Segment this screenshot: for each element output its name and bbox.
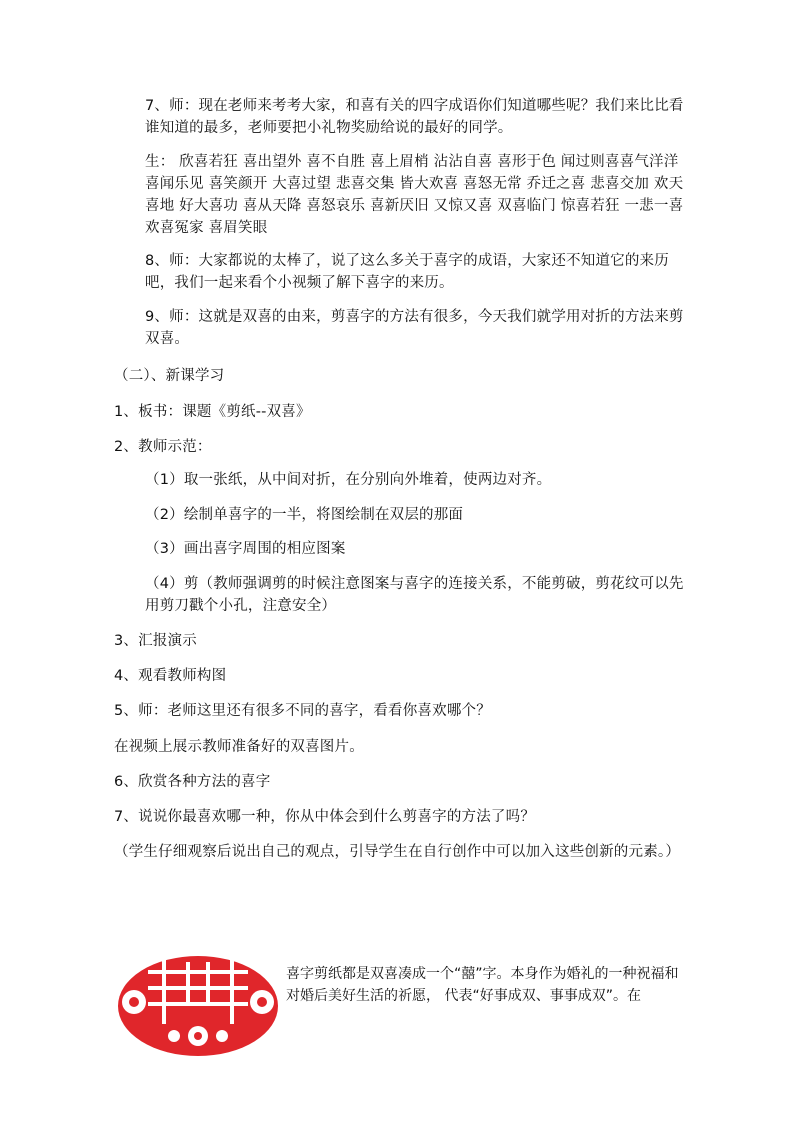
item-5-note: 在视频上展示教师准备好的双喜图片。 (114, 739, 364, 755)
step-3: （3）画出喜字周围的相应图案 (145, 541, 346, 557)
item-1: 1、板书：课题《剪纸--双喜》 (114, 404, 311, 420)
p8: 8、师：大家都说的太棒了，说了这么多关于喜字的成语，大家还不知道它的来历吧，我们一起来看个小视频了解下喜字的来历。 (145, 253, 669, 291)
item-7: 7、说说你最喜欢哪一种，你从中体会到什么剪喜字的方法了吗？ (114, 809, 536, 825)
section-heading: （二）、新课学习 (114, 368, 225, 384)
item-2: 2、教师示范： (114, 439, 212, 455)
student-answer: 生： 欣喜若狂 喜出望外 喜不自胜 喜上眉梢 沾沾自喜 喜形于色 闻过则喜喜气洋洋 喜闻乐见 喜笑颜开 大喜过望 悲喜交集 皆大欢喜 喜怒无常 乔迁之喜 悲喜交加 欢天喜地 好大喜功 喜从天降 喜怒哀乐 喜新厌旧 又惊又喜 双喜临门 惊喜若狂 一悲一喜 欢喜冤家 喜眉笑眼 (145, 154, 689, 236)
step-2: （2）绘制单喜字的一半，将图绘制在双层的那面 (145, 507, 464, 523)
double-happiness-papercut-icon (114, 940, 282, 1058)
item-4: 4、观看教师构图 (114, 668, 227, 684)
item-3: 3、汇报演示 (114, 633, 197, 649)
p7: 7、师：现在老师来考考大家，和喜有关的四字成语你们知道哪些呢？我们来比比看谁知道的最多，老师要把小礼物奖励给说的最好的同学。 (145, 98, 684, 136)
item-5: 5、师：老师这里还有很多不同的喜字，看看你喜欢哪个？ (114, 703, 491, 719)
item-6: 6、欣赏各种方法的喜字 (114, 774, 271, 790)
caption: 喜字剪纸都是双喜凑成一个“囍”字。本身作为婚礼的一种祝福和对婚后美好生活的祈愿， 代表“好事成双、事事成双”。在 (286, 966, 679, 1004)
step-4: （4）剪（教师强调剪的时候注意图案与喜字的连接关系，不能剪破，剪花纹可以先用剪刀戳个小孔，注意安全） (145, 576, 684, 614)
step-1: （1）取一张纸，从中间对折，在分别向外堆着，使两边对齐。 (145, 472, 552, 488)
p9: 9、师：这就是双喜的由来，剪喜字的方法有很多，今天我们就学用对折的方法来剪双喜。 (145, 309, 684, 347)
item-7-note: （学生仔细观察后说出自己的观点，引导学生在自行创作中可以加入这些创新的元素。） (114, 844, 681, 860)
